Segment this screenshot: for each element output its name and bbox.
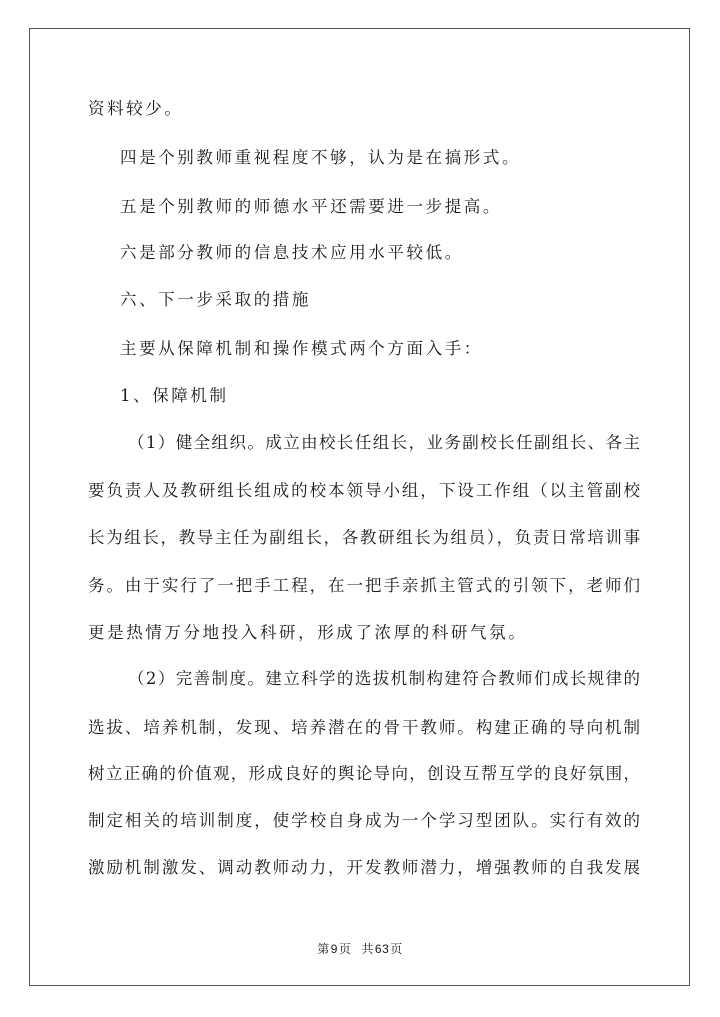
page-prefix: 第 — [317, 942, 330, 956]
text-line: 长为组长，教导主任为副组长，各教研组长为组员），负责日常培训事 — [88, 528, 640, 547]
text-line: （1）健全组织。成立由校长任组长，业务副校长任副组长、各主 — [128, 433, 640, 452]
text-line: 更是热情万分地投入科研，形成了浓厚的科研气氛。 — [88, 623, 528, 642]
text-line: 树立正确的价值观，形成良好的舆论导向，创设互帮互学的良好氛围， — [88, 764, 640, 783]
text-line: 五是个别教师的师德水平还需要进一步提高。 — [120, 197, 502, 216]
section-heading: 六、下一步采取的措施 — [120, 290, 311, 309]
text-line: 六是部分教师的信息技术应用水平较低。 — [120, 243, 464, 262]
text-line: 选拔、培养机制，发现、培养潜在的骨干教师。构建正确的导向机制 — [88, 718, 640, 737]
text-line: 务。由于实行了一把手工程，在一把手亲抓主管式的引领下，老师们 — [88, 576, 640, 595]
total-suffix: 页 — [390, 942, 403, 956]
page-border — [29, 28, 690, 986]
page-suffix: 页 — [338, 942, 352, 956]
total-prefix: 共 — [361, 942, 374, 956]
text-line: 制定相关的培训制度，使学校自身成为一个学习型团队。实行有效的 — [88, 811, 640, 830]
page-number: 9 — [330, 942, 338, 956]
subsection-heading: 1、保障机制 — [120, 386, 229, 405]
text-line: 四是个别教师重视程度不够，认为是在搞形式。 — [120, 148, 522, 167]
page-footer — [0, 940, 720, 957]
text-line: 要负责人及教研组长组成的校本领导小组，下设工作组（以主管副校 — [88, 481, 640, 500]
text-line: 资料较少。 — [88, 99, 184, 118]
text-line: 主要从保障机制和操作模式两个方面入手： — [120, 339, 483, 358]
text-line: 激励机制激发、调动教师动力，开发教师潜力，增强教师的自我发展 — [88, 858, 640, 877]
text-line: （2）完善制度。建立科学的选拔机制构建符合教师们成长规律的 — [128, 669, 640, 688]
total-pages: 63 — [374, 942, 390, 956]
